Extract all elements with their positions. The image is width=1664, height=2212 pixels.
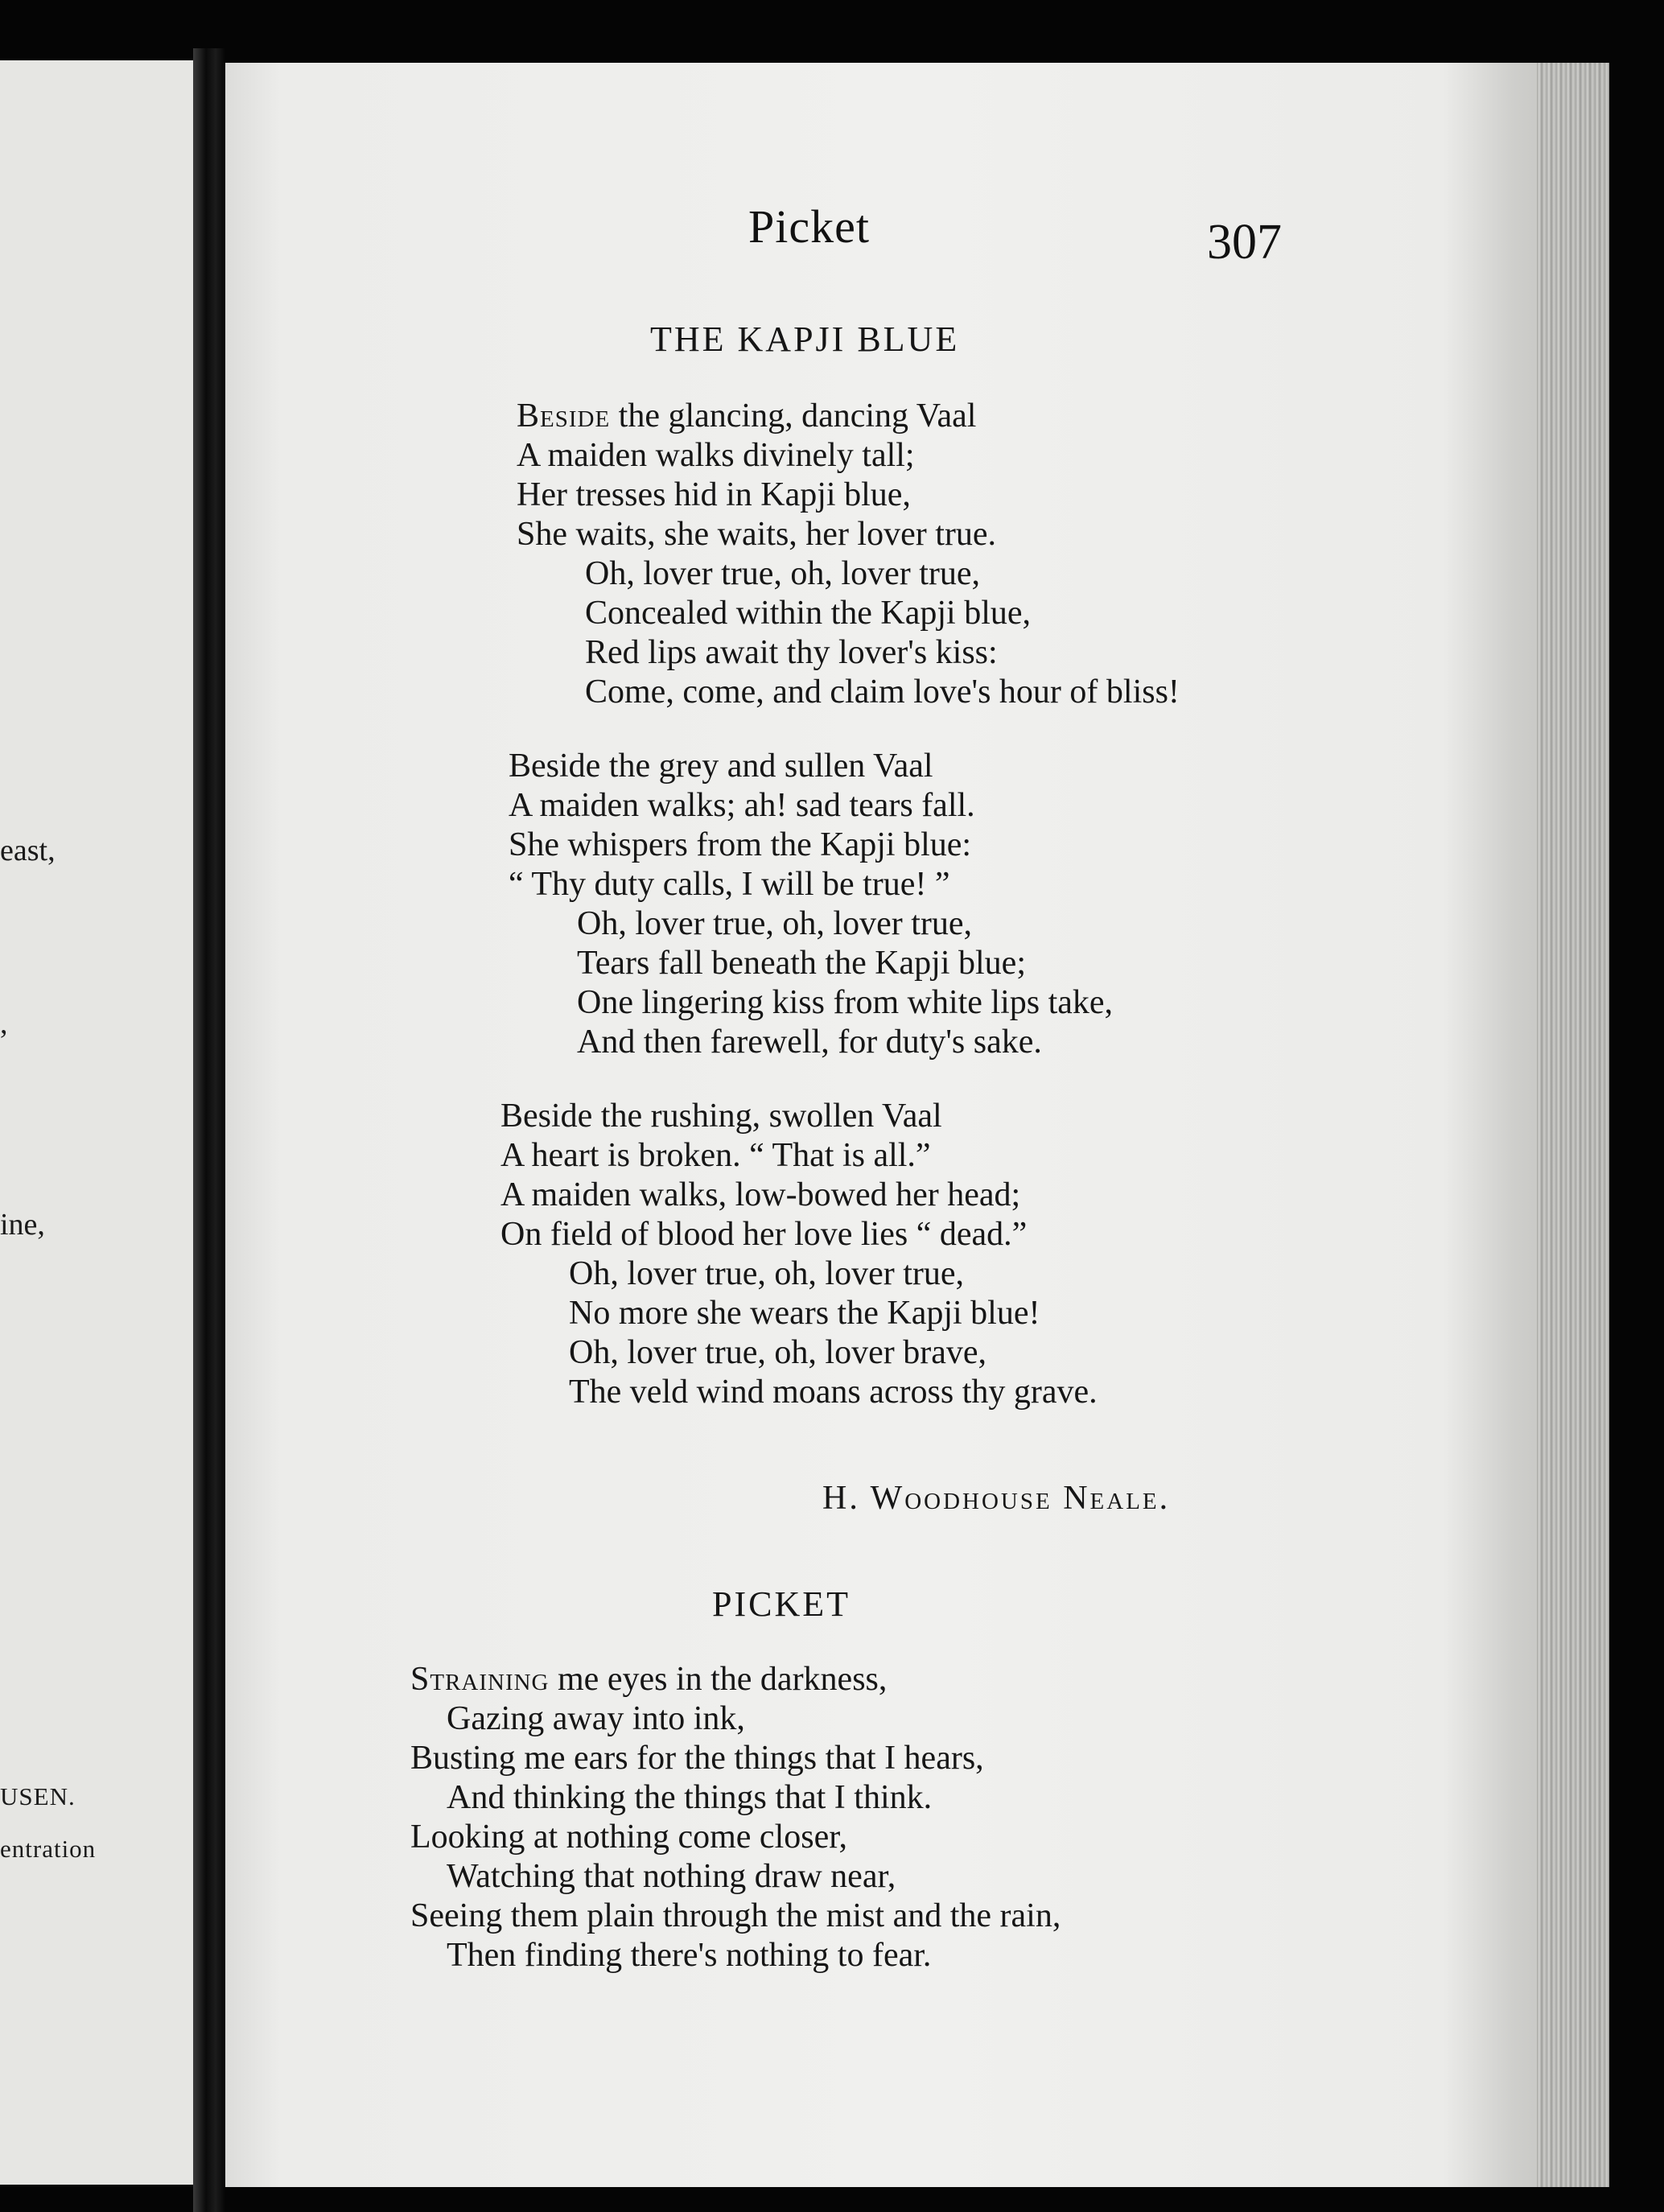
stanza-line: Oh, lover true, oh, lover true, [569,1255,965,1292]
stanza-line: And then farewell, for duty's sake. [577,1024,1042,1061]
left-fragment-3: ine, [0,1208,45,1242]
stanza-line: Busting me ears for the things that I hears, [410,1740,984,1777]
stanza-line: And thinking the things that I think. [447,1779,933,1816]
stanza-line: No more she wears the Kapji blue! [569,1295,1040,1332]
stanza-line: A maiden walks, low-bowed her head; [500,1176,1021,1213]
poem-attribution: H. Woodhouse Neale. [822,1480,1171,1517]
stanza-line: “ Thy duty calls, I will be true! ” [509,866,950,903]
stanza-line: Her tresses hid in Kapji blue, [517,476,911,513]
stanza-line: Beside the grey and sullen Vaal [509,748,933,785]
lead-word: Beside [517,398,611,435]
stanza-line: Seeing them plain through the mist and the rain, [410,1897,1061,1934]
left-fragment-2: , [0,1007,8,1040]
stanza-line: A maiden walks divinely tall; [517,437,915,474]
left-fragment-5: entration [0,1835,97,1863]
stanza-line: Then finding there's nothing to fear. [447,1937,932,1974]
stanza-line: One lingering kiss from white lips take, [577,984,1114,1021]
stanza-2 [509,747,1113,1062]
left-fragment-1: east, [0,834,56,867]
stanza-line: She waits, she waits, her lover true. [517,516,997,553]
stanza-line: A maiden walks; ah! sad tears fall. [509,787,975,824]
book-gutter [193,48,225,2212]
stanza-line: Oh, lover true, oh, lover brave, [569,1334,986,1371]
left-facing-page [0,60,196,2185]
stanza-line: Oh, lover true, oh, lover true, [585,555,981,592]
stanza-line: A heart is broken. “ That is all.” [500,1137,931,1174]
page-edge [1537,63,1609,2187]
stanza-line: Come, come, and claim love's hour of bliss! [585,673,1180,711]
stanza-line: Straining me eyes in the darkness, [410,1661,888,1698]
stanza-line: On field of blood her love lies “ dead.” [500,1216,1028,1253]
page-number: 307 [1207,215,1282,270]
book-page [225,63,1609,2187]
stanza-line: Red lips await thy lover's kiss: [585,634,998,671]
stanza-line: Gazing away into ink, [447,1700,745,1737]
stanza-3 [500,1097,1098,1412]
picket-stanza [410,1660,1061,1975]
stanza-line: She whispers from the Kapji blue: [509,826,972,863]
stanza-line: Watching that nothing draw near, [447,1858,896,1895]
stanza-line: Beside the rushing, swollen Vaal [500,1098,942,1135]
running-head: Picket [748,200,870,253]
stanza-line: Concealed within the Kapji blue, [585,595,1032,632]
stanza-line: Beside the glancing, dancing Vaal [517,398,977,435]
poem-title-picket: PICKET [712,1584,851,1624]
stanza-line: Tears fall beneath the Kapji blue; [577,945,1026,982]
stanza-line: Oh, lover true, oh, lover true, [577,905,973,942]
stanza-line: Looking at nothing come closer, [410,1819,848,1856]
stanza-line: The veld wind moans across thy grave. [569,1374,1098,1411]
lead-word: Straining [410,1661,550,1698]
poem-title-kapji-blue: THE KAPJI BLUE [650,319,960,359]
left-fragment-4: USEN. [0,1782,76,1810]
stanza-1 [517,397,1180,712]
